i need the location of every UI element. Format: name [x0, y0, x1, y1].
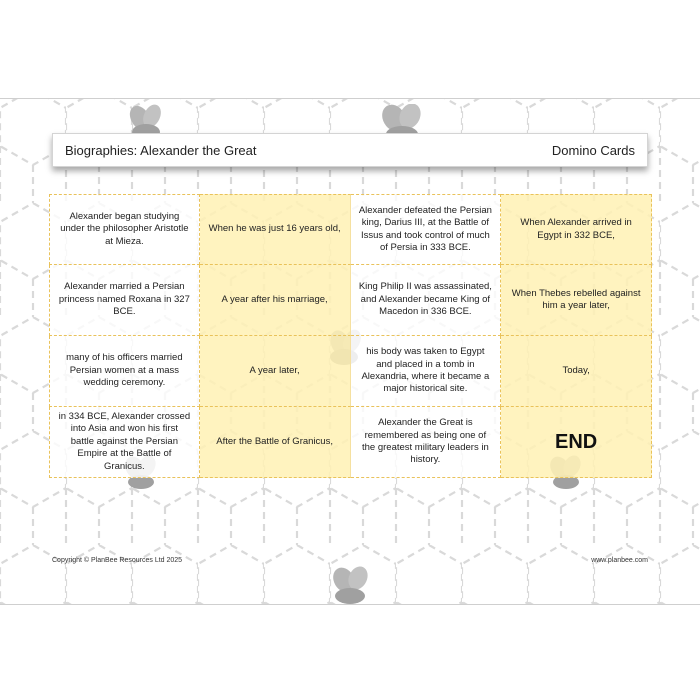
domino-card: Alexander began studying under the philosopher Aristotle at Mieza. — [49, 194, 200, 265]
website-text: www.planbee.com — [591, 557, 648, 564]
domino-card: Alexander the Great is remembered as being one of the greatest military leaders in history. — [351, 407, 502, 478]
worksheet-subtitle: Domino Cards — [551, 142, 635, 158]
domino-card: King Philip II was assassinated, and Alexander became King of Macedon in 336 BCE. — [351, 265, 502, 336]
domino-card: A year after his marriage, — [200, 265, 351, 336]
domino-card: After the Battle of Granicus, — [200, 407, 351, 478]
worksheet-title: Biographies: Alexander the Great — [65, 142, 257, 158]
domino-card: Alexander defeated the Persian king, Darius III, at the Battle of Issus and took control of much of Persia in 333 BCE. — [351, 194, 502, 265]
domino-card-grid — [49, 194, 652, 478]
worksheet-header — [52, 133, 648, 167]
domino-card: When Alexander arrived in Egypt in 332 BCE, — [501, 194, 652, 265]
domino-card: A year later, — [200, 336, 351, 407]
bee-icon — [320, 564, 380, 604]
domino-card: many of his officers married Persian women at a mass wedding ceremony. — [49, 336, 200, 407]
domino-card: Today, — [501, 336, 652, 407]
domino-card: When he was just 16 years old, — [200, 194, 351, 265]
domino-card: in 334 BCE, Alexander crossed into Asia and won his first battle against the Persian Empire at the Battle of Granicus. — [49, 407, 200, 478]
copyright-text: Copyright © PlanBee Resources Ltd 2025 — [52, 557, 183, 564]
worksheet-page — [0, 98, 700, 605]
domino-card: When Thebes rebelled against him a year later, — [501, 265, 652, 336]
domino-card: Alexander married a Persian princess named Roxana in 327 BCE. — [49, 265, 200, 336]
domino-card: his body was taken to Egypt and placed in a tomb in Alexandria, where it became a major historical site. — [351, 336, 502, 407]
domino-card-end: END — [501, 407, 652, 478]
